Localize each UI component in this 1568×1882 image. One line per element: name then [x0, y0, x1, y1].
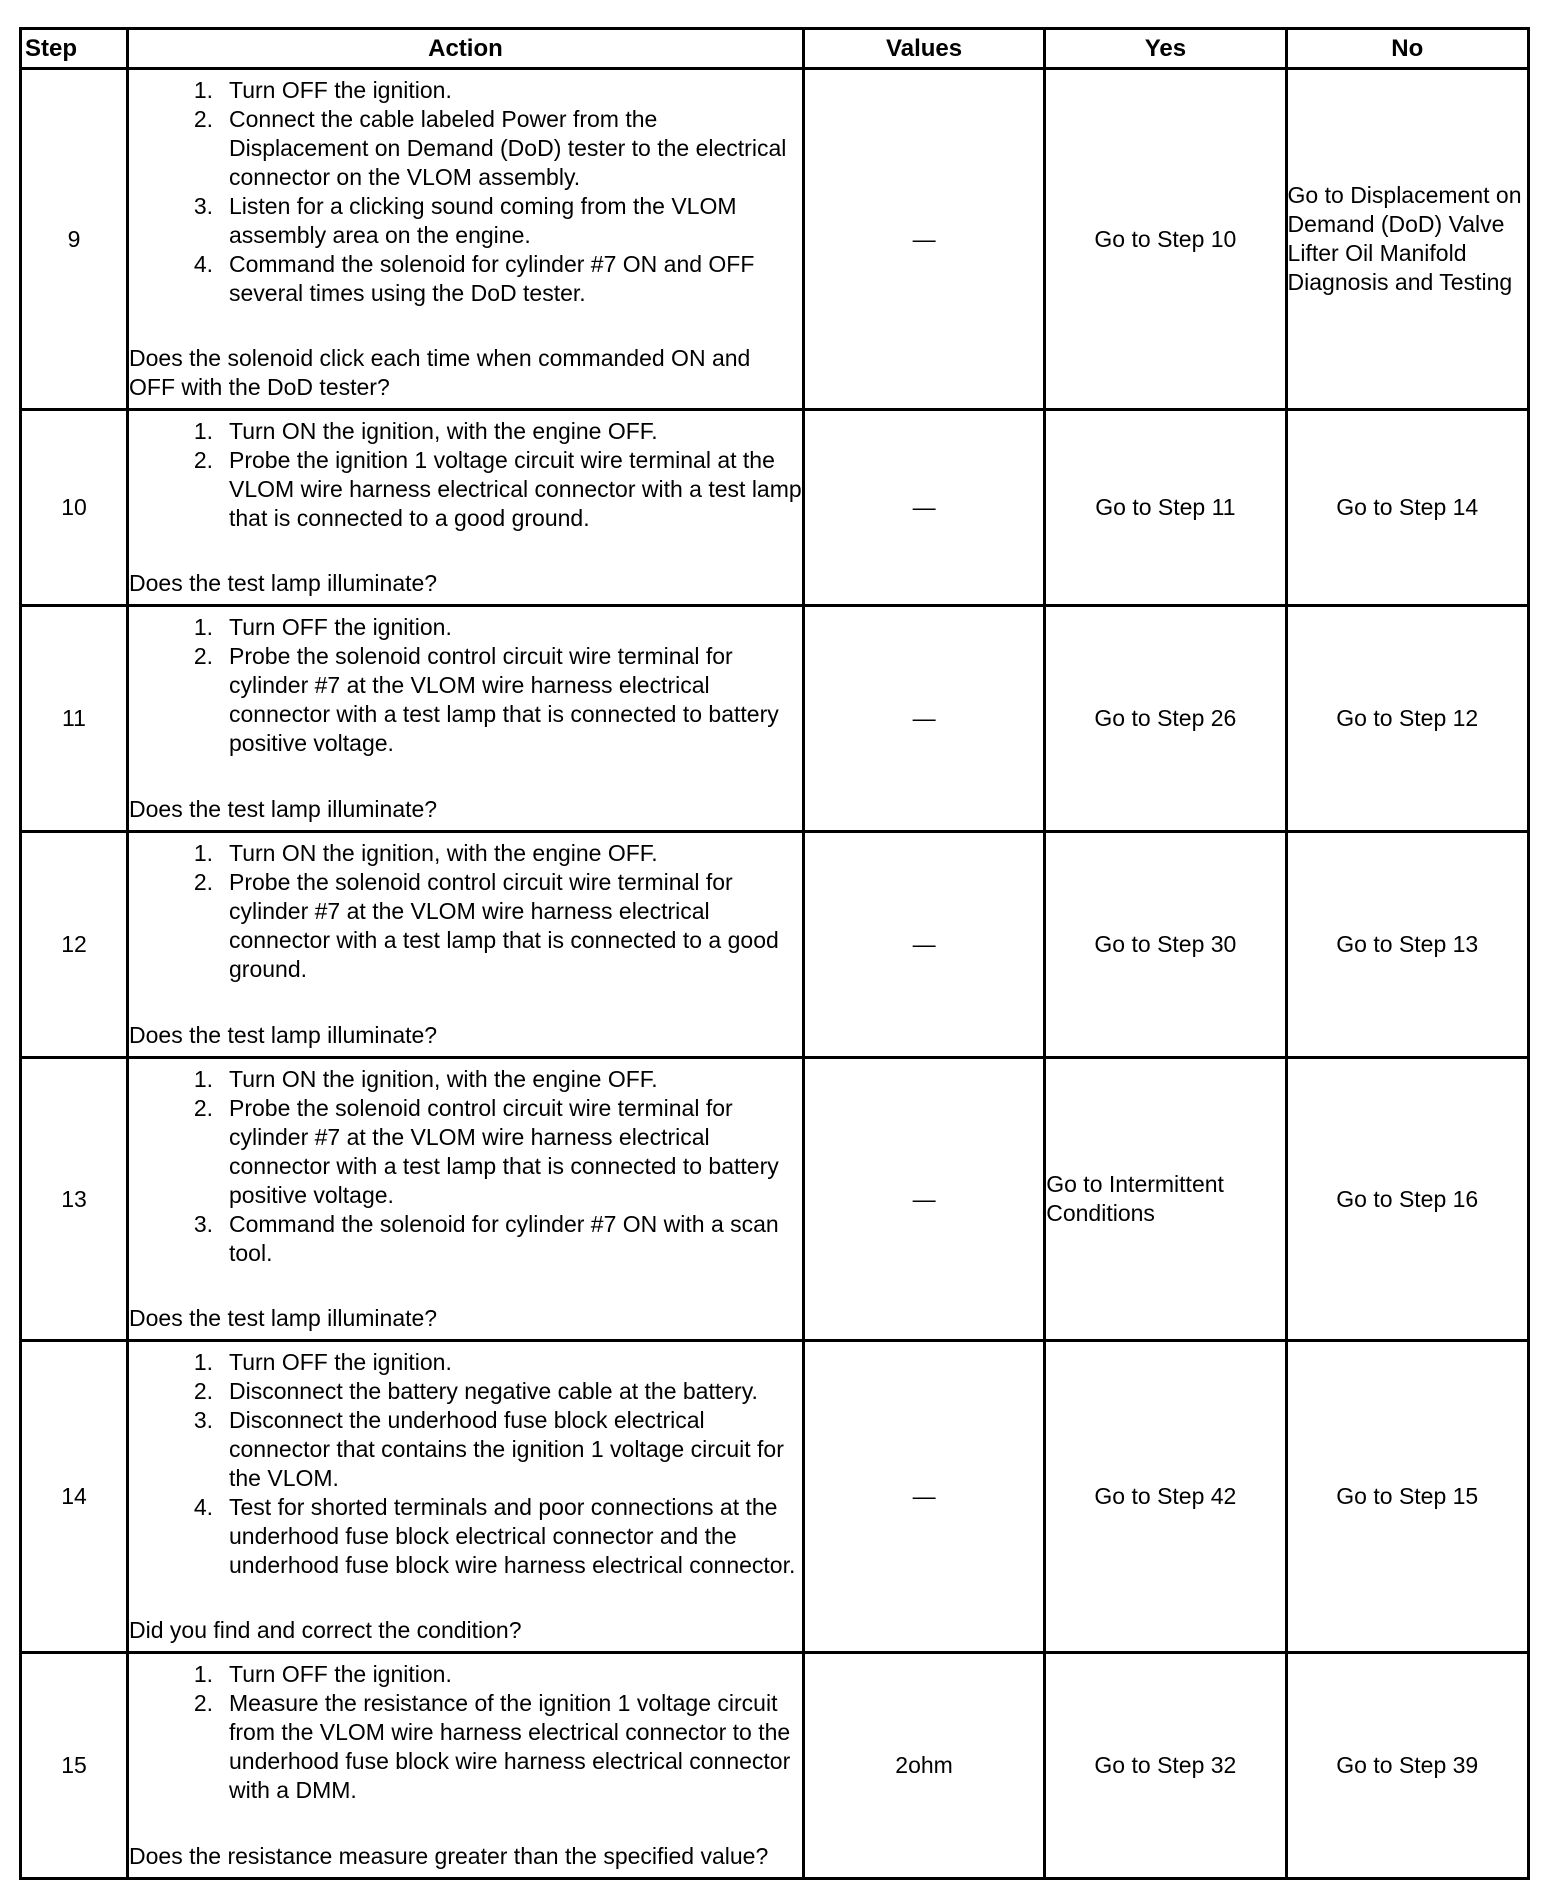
- step-num: 1.: [193, 840, 213, 866]
- no-link[interactable]: Go to Step 13: [1336, 931, 1479, 957]
- action-steps: [129, 1660, 802, 1805]
- action-cell: [128, 1653, 804, 1879]
- action-step-item: [129, 1348, 802, 1377]
- action-question: Does the test lamp illuminate?: [129, 796, 438, 822]
- no-link[interactable]: Go to Step 15: [1336, 1483, 1479, 1509]
- header-action: Action: [128, 29, 804, 69]
- action-question: Does the solenoid click each time when commanded ON and OFF with the DoD tester?: [129, 345, 751, 400]
- step-text: Test for shorted terminals and poor connections at the underhood fuse block electrical connector and the underhood fuse block wire harness electrical connector.: [229, 1494, 796, 1578]
- action-question: Does the resistance measure greater than the specified value?: [129, 1843, 769, 1869]
- no-cell: [1286, 1653, 1528, 1879]
- no-link[interactable]: Go to Step 14: [1336, 494, 1479, 520]
- table-row: [21, 1341, 1529, 1653]
- action-question: Does the test lamp illuminate?: [129, 570, 438, 596]
- yes-link[interactable]: Go to Step 26: [1094, 705, 1237, 731]
- step-text: Turn ON the ignition, with the engine OFF.: [229, 418, 658, 444]
- step-num: 1.: [193, 418, 213, 444]
- action-step-item: [129, 868, 802, 984]
- yes-link[interactable]: Go to Step 11: [1095, 494, 1236, 520]
- action-steps: [129, 417, 802, 533]
- values-cell: —: [803, 1058, 1044, 1341]
- table-row: [21, 410, 1529, 606]
- step-text: Turn ON the ignition, with the engine OFF.: [229, 840, 658, 866]
- action-step-item: [129, 250, 802, 308]
- step-text: Measure the resistance of the ignition 1 voltage circuit from the VLOM wire harness electrical connector to the underhood fuse block wire harness electrical connector with a DMM.: [229, 1690, 791, 1803]
- step-text: Turn ON the ignition, with the engine OFF.: [229, 1066, 658, 1092]
- action-cell: [128, 1058, 804, 1341]
- table-row: [21, 69, 1529, 410]
- step-text: Listen for a clicking sound coming from the VLOM assembly area on the engine.: [229, 193, 737, 248]
- header-values: Values: [803, 29, 1044, 69]
- header-no: No: [1286, 29, 1528, 69]
- action-step-item: [129, 642, 802, 758]
- diagnostic-table: [19, 27, 1530, 1880]
- action-step-item: [129, 76, 802, 105]
- step-num: 2.: [193, 106, 213, 132]
- step-num: 1.: [193, 1349, 213, 1375]
- action-step-item: [129, 417, 802, 446]
- yes-link[interactable]: Go to Step 10: [1094, 225, 1237, 252]
- step-num: 3.: [193, 193, 213, 219]
- yes-cell: [1045, 1653, 1286, 1879]
- table-row: [21, 1058, 1529, 1341]
- action-step-item: [129, 1660, 802, 1689]
- yes-cell: [1045, 410, 1286, 606]
- action-question: Did you find and correct the condition?: [129, 1617, 522, 1643]
- step-text: Turn OFF the ignition.: [229, 77, 452, 103]
- step-text: Disconnect the battery negative cable at the battery.: [229, 1378, 758, 1404]
- no-cell: [1286, 69, 1528, 410]
- action-steps: [129, 76, 802, 308]
- step-text: Turn OFF the ignition.: [229, 1349, 452, 1375]
- step-text: Connect the cable labeled Power from the Displacement on Demand (DoD) tester to the electrical connector on the VLOM assembly.: [229, 106, 787, 190]
- action-cell: [128, 606, 804, 832]
- values-cell: 2ohm: [803, 1653, 1044, 1879]
- action-step-item: [129, 446, 802, 533]
- no-cell: [1286, 1058, 1528, 1341]
- no-cell: [1286, 1341, 1528, 1653]
- header-row: [21, 29, 1529, 69]
- action-step-item: [129, 1377, 802, 1406]
- header-step: Step: [21, 29, 128, 69]
- action-cell: [128, 832, 804, 1058]
- step-num: 2.: [193, 1095, 213, 1121]
- step-text: Command the solenoid for cylinder #7 ON with a scan tool.: [229, 1211, 779, 1266]
- step-text: Command the solenoid for cylinder #7 ON and OFF several times using the DoD tester.: [229, 251, 755, 306]
- action-steps: [129, 1348, 802, 1580]
- table-row: [21, 1653, 1529, 1879]
- step-text: Turn OFF the ignition.: [229, 614, 452, 640]
- action-steps: [129, 1065, 802, 1268]
- step-num: 3.: [193, 1407, 213, 1433]
- values-cell: —: [803, 832, 1044, 1058]
- action-step-item: [129, 1406, 802, 1493]
- step-number: 13: [21, 1058, 128, 1341]
- no-cell: [1286, 410, 1528, 606]
- action-cell: [128, 1341, 804, 1653]
- step-num: 1.: [193, 77, 213, 103]
- step-num: 4.: [193, 1494, 213, 1520]
- action-step-item: [129, 1094, 802, 1210]
- step-number: 14: [21, 1341, 128, 1653]
- action-step-item: [129, 1493, 802, 1580]
- step-num: 3.: [193, 1211, 213, 1237]
- no-link[interactable]: Go to Displacement on Demand (DoD) Valve Lifter Oil Manifold Diagnosis and Testing: [1287, 182, 1522, 295]
- step-number: 9: [21, 69, 128, 410]
- action-question: Does the test lamp illuminate?: [129, 1022, 438, 1048]
- yes-cell: [1045, 1341, 1286, 1653]
- yes-link[interactable]: Go to Step 32: [1094, 1752, 1237, 1778]
- header-yes: Yes: [1045, 29, 1286, 69]
- step-num: 2.: [193, 1690, 213, 1716]
- step-text: Probe the solenoid control circuit wire terminal for cylinder #7 at the VLOM wire harness electrical connector with a test lamp that is connected to battery positive voltage.: [229, 1095, 779, 1208]
- action-cell: [128, 69, 804, 410]
- action-step-item: [129, 1210, 802, 1268]
- table-row: [21, 832, 1529, 1058]
- step-num: 4.: [193, 251, 213, 277]
- action-step-item: [129, 192, 802, 250]
- no-link[interactable]: Go to Step 39: [1336, 1752, 1479, 1778]
- action-step-item: [129, 1065, 802, 1094]
- step-text: Probe the solenoid control circuit wire terminal for cylinder #7 at the VLOM wire harness electrical connector with a test lamp that is connected to a good ground.: [229, 869, 779, 982]
- table-row: [21, 606, 1529, 832]
- yes-cell: [1045, 69, 1286, 410]
- no-cell: [1286, 832, 1528, 1058]
- yes-link[interactable]: Go to Step 30: [1094, 931, 1237, 957]
- step-num: 1.: [193, 614, 213, 640]
- values-cell: —: [803, 69, 1044, 410]
- yes-cell: [1045, 606, 1286, 832]
- step-num: 2.: [193, 869, 213, 895]
- no-cell: [1286, 606, 1528, 832]
- action-step-item: [129, 839, 802, 868]
- yes-cell: [1045, 1058, 1286, 1341]
- values-cell: —: [803, 606, 1044, 832]
- no-link[interactable]: Go to Step 16: [1336, 1185, 1479, 1212]
- step-text: Turn OFF the ignition.: [229, 1661, 452, 1687]
- action-question: Does the test lamp illuminate?: [129, 1305, 438, 1331]
- yes-link[interactable]: Go to Intermittent Conditions: [1046, 1171, 1224, 1226]
- action-step-item: [129, 613, 802, 642]
- step-num: 2.: [193, 643, 213, 669]
- step-num: 1.: [193, 1661, 213, 1687]
- action-steps: [129, 839, 802, 984]
- action-steps: [129, 613, 802, 758]
- step-num: 1.: [193, 1066, 213, 1092]
- step-num: 2.: [193, 1378, 213, 1404]
- step-num: 2.: [193, 447, 213, 473]
- step-text: Disconnect the underhood fuse block electrical connector that contains the ignition 1 voltage circuit for the VLOM.: [229, 1407, 784, 1491]
- step-number: 10: [21, 410, 128, 606]
- action-step-item: [129, 1689, 802, 1805]
- values-cell: —: [803, 1341, 1044, 1653]
- step-number: 12: [21, 832, 128, 1058]
- action-cell: [128, 410, 804, 606]
- yes-link[interactable]: Go to Step 42: [1094, 1483, 1237, 1509]
- step-text: Probe the solenoid control circuit wire terminal for cylinder #7 at the VLOM wire harness electrical connector with a test lamp that is connected to battery positive voltage.: [229, 643, 779, 756]
- values-cell: —: [803, 410, 1044, 606]
- no-link[interactable]: Go to Step 12: [1336, 705, 1479, 731]
- step-number: 15: [21, 1653, 128, 1879]
- yes-cell: [1045, 832, 1286, 1058]
- step-text: Probe the ignition 1 voltage circuit wire terminal at the VLOM wire harness electrical connector with a test lamp that is connected to a good ground.: [229, 447, 802, 531]
- action-step-item: [129, 105, 802, 192]
- step-number: 11: [21, 606, 128, 832]
